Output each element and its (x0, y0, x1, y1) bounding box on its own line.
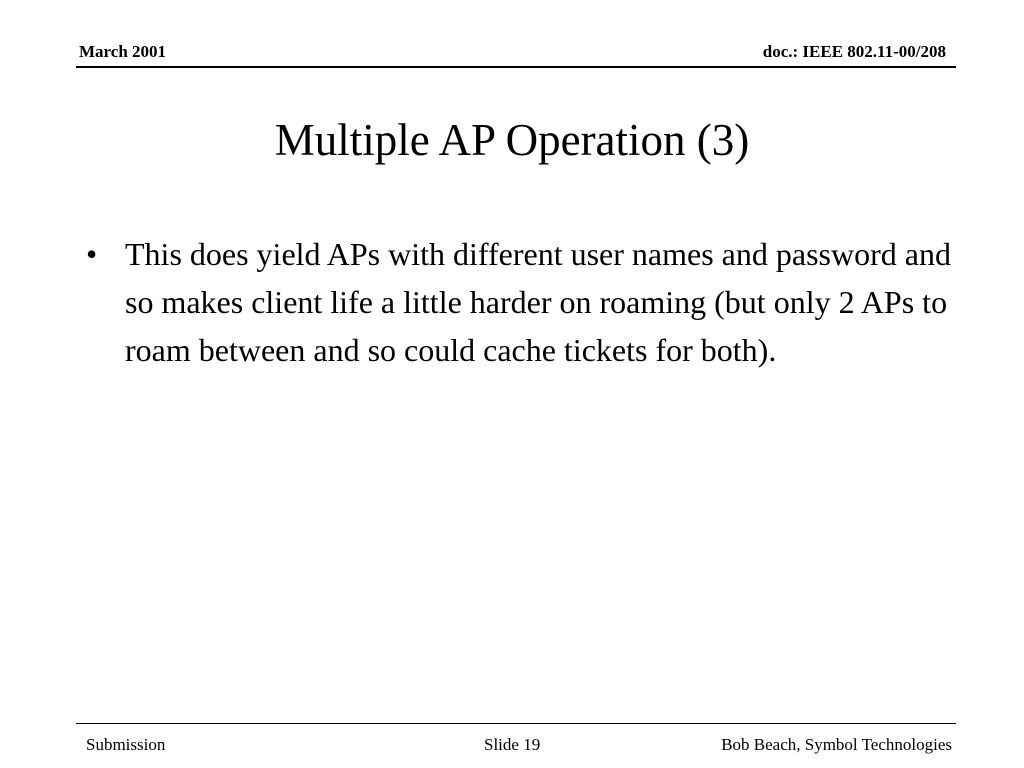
footer-divider (76, 723, 956, 724)
footer-slide-number: Slide 19 (484, 735, 541, 754)
bullet-marker: • (86, 236, 98, 272)
footer-submission: Submission (86, 735, 166, 754)
header-date: March 2001 (79, 42, 167, 61)
slide-title: Multiple AP Operation (3) (274, 115, 750, 165)
footer-author: Bob Beach, Symbol Technologies (721, 735, 952, 754)
bullet-item (86, 230, 966, 374)
bullet-list (86, 230, 966, 374)
bullet-text: This does yield APs with different user names and password and so makes client life a little harder on roaming (but only 2 APs to roam between and so could cache tickets for both). (125, 236, 951, 368)
header-doc-id: doc.: IEEE 802.11-00/208 (762, 42, 946, 61)
header-divider (76, 66, 956, 68)
